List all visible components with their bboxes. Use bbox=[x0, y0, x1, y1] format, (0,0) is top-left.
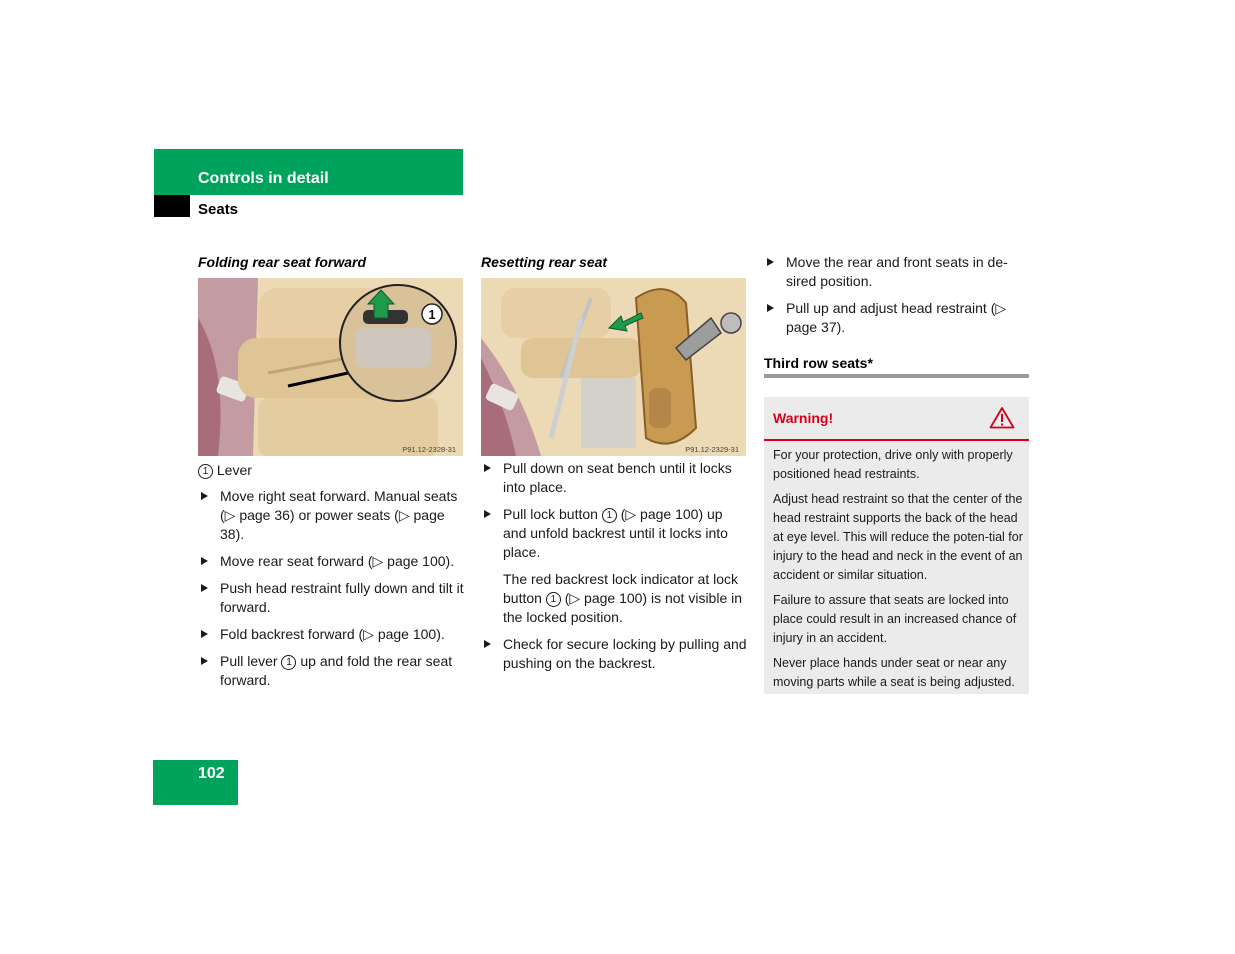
callout-number: 1 bbox=[281, 655, 296, 670]
note-text: (▷ page 100) is not visible in the locked position. bbox=[503, 590, 743, 625]
third-row-title: Third row seats* bbox=[764, 355, 873, 371]
illustration-resetting-seat bbox=[481, 278, 746, 456]
step-item: Pull down on seat bench until it locks into place. bbox=[481, 459, 749, 497]
col2-title: Resetting rear seat bbox=[481, 254, 608, 270]
col1-title: Folding rear seat forward bbox=[198, 254, 367, 270]
image-code: P91.12-2328-31 bbox=[402, 445, 456, 454]
col1-steps-wrap bbox=[198, 487, 466, 698]
step-item: Move right seat forward. Manual seats (▷ page 36) or power seats (▷ page 38). bbox=[198, 487, 466, 544]
section-marker bbox=[154, 195, 190, 217]
col3-steps-wrap bbox=[764, 253, 1032, 345]
step-text: (▷ page 100) up and unfold backrest until it locks into place. bbox=[503, 506, 728, 560]
callout-number: 1 bbox=[198, 464, 213, 479]
lock-indicator-note bbox=[481, 570, 749, 627]
step-item: Pull up and adjust head restraint (▷ page 37). bbox=[764, 299, 1032, 337]
image-code: P91.12-2329-31 bbox=[685, 445, 739, 454]
image-legend bbox=[198, 461, 252, 480]
col1-steps bbox=[198, 487, 466, 690]
warning-paragraph: Failure to assure that seats are locked into place could result in an increased chance of injury in an accident. bbox=[773, 593, 1017, 645]
col2-steps-wrap bbox=[481, 459, 749, 681]
section-title: Seats bbox=[198, 201, 239, 218]
col2-steps-cont bbox=[481, 635, 749, 673]
step-item: Move rear seat forward (▷ page 100). bbox=[198, 552, 466, 571]
step-item: Check for secure locking by pulling and pushing on the backrest. bbox=[481, 635, 749, 673]
chapter-title: Controls in detail bbox=[198, 170, 329, 187]
warning-paragraph: Adjust head restraint so that the center of the head restraint supports the back of the head at eye level. This will reduce the poten-tial for injury to the head and neck in the event of an accident or similar situation. bbox=[773, 492, 1023, 582]
image-callout-1: 1 bbox=[428, 307, 436, 322]
col3-steps bbox=[764, 253, 1032, 337]
step-text: Pull lever bbox=[220, 653, 282, 669]
warning-paragraph: For your protection, drive only with properly positioned head restraints. bbox=[773, 448, 1013, 481]
step-text: Pull lock button bbox=[503, 506, 602, 522]
warning-paragraph: Never place hands under seat or near any moving parts while a seat is being adjusted. bbox=[773, 656, 1015, 689]
step-item bbox=[198, 652, 466, 690]
step-item: Fold backrest forward (▷ page 100). bbox=[198, 625, 466, 644]
callout-number: 1 bbox=[602, 508, 617, 523]
warning-body bbox=[773, 446, 1025, 698]
illustration-folding-seat bbox=[198, 278, 463, 456]
warning-header bbox=[764, 397, 1029, 441]
warning-box bbox=[764, 397, 1029, 694]
warning-triangle-icon bbox=[989, 406, 1015, 429]
step-item: Move the rear and front seats in de-sired position. bbox=[764, 253, 1032, 291]
step-item bbox=[481, 505, 749, 562]
step-item: Push head restraint fully down and tilt it forward. bbox=[198, 579, 466, 617]
title-rule bbox=[764, 374, 1029, 378]
callout-number: 1 bbox=[546, 592, 561, 607]
warning-title: Warning! bbox=[773, 410, 834, 426]
col2-steps bbox=[481, 459, 749, 562]
page-number: 102 bbox=[198, 765, 225, 782]
legend-label: Lever bbox=[216, 462, 252, 478]
page-number-box bbox=[153, 760, 238, 805]
step-text: up and fold the rear seat forward. bbox=[220, 653, 453, 688]
note-text: The red backrest lock indicator at lock button bbox=[503, 571, 738, 606]
